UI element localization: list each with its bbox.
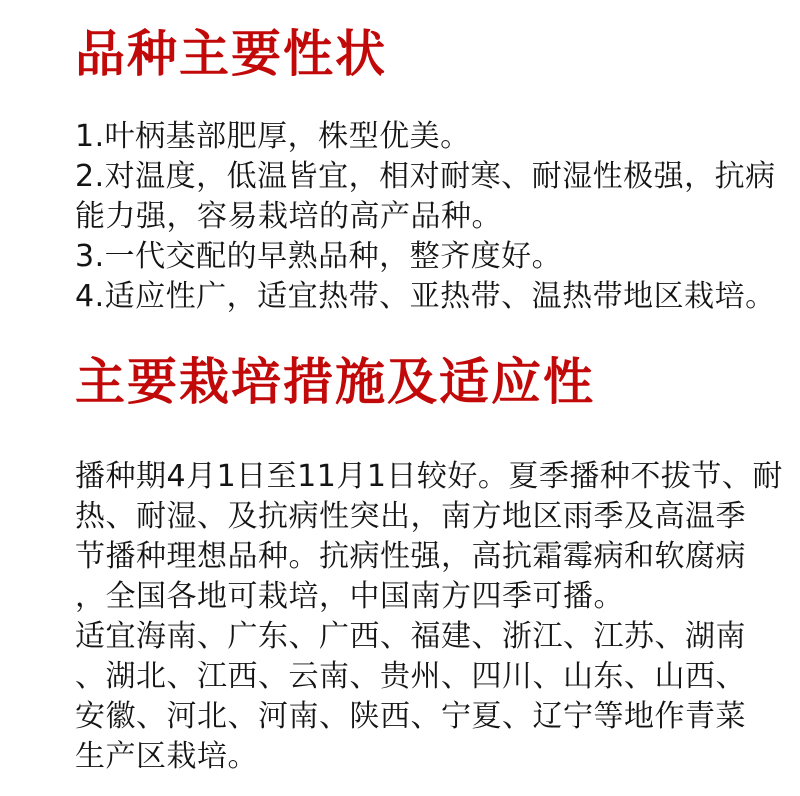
text-line: 4.适应性广，适宜热带、亚热带、温热带地区栽培。: [75, 279, 776, 314]
section-cultivation-adaptability: [75, 352, 783, 777]
text-line: 3.一代交配的早熟品种，整齐度好。: [75, 239, 563, 274]
text-line: 适宜海南、广东、广西、福建、浙江、江苏、湖南: [75, 619, 746, 654]
text-line: 安徽、河北、河南、陕西、宁夏、辽宁等地作青菜: [75, 699, 746, 734]
text-line: 热、耐湿、及抗病性突出，南方地区雨季及高温季: [75, 499, 746, 534]
variety-traits-text: [75, 117, 776, 317]
text-line: 播种期4月1日至11月1日较好。夏季播种不拔节、耐: [75, 459, 783, 494]
section-variety-traits: [75, 24, 776, 317]
cultivation-adaptability-text: [75, 457, 783, 777]
text-line: 节播种理想品种。抗病性强，高抗霜霉病和软腐病: [75, 539, 746, 574]
text-line: 能力强，容易栽培的高产品种。: [75, 199, 502, 234]
text-line: 1.叶柄基部肥厚，株型优美。: [75, 119, 471, 154]
text-line: 生产区栽培。: [75, 739, 258, 774]
cultivation-adaptability-title: 主要栽培措施及适应性: [75, 352, 595, 411]
text-line: 2.对温度，低温皆宜，相对耐寒、耐湿性极强，抗病: [75, 159, 776, 194]
text-line: ，全国各地可栽培，中国南方四季可播。: [75, 579, 624, 614]
variety-traits-title: 品种主要性状: [75, 24, 387, 83]
text-line: 、湖北、江西、云南、贵州、四川、山东、山西、: [75, 659, 746, 694]
